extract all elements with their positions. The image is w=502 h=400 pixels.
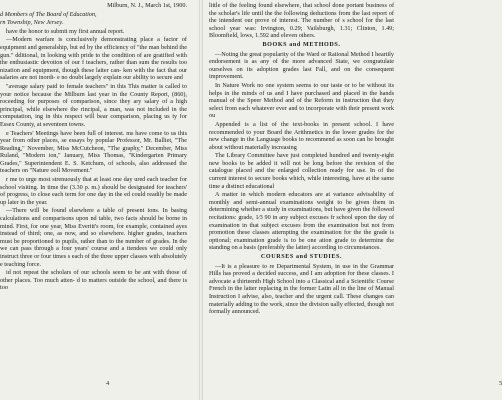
right-page xyxy=(203,0,502,400)
paragraph-nature-work: In Nature Work no one system seems to our taste or to be without its helps in the minds of us and I have purchased and placed in the hands manual of the Speer Method and of the Reform in instruction that they select from each whatever ever and to incorporate with their present work ou xyxy=(209,81,394,120)
salutation-line-2: rn Township, New Jersey. xyxy=(0,19,64,27)
heading-courses-studies: COURSES and STUDIES. xyxy=(260,254,343,260)
paragraph-school-visiting: r me to urge most strenuously that at least one day ured each teacher for school visiting. In time the (3.30 p. m.) should be designated for teachers' of progress, to close each term for one day in the ed could readily be made up later in the year. xyxy=(0,176,187,206)
heading-books-methods: BOOKS and METHODS. xyxy=(262,41,341,48)
paragraph-examinations: A matter in which modern educators are at variance advisability of monthly and semi-annual examinations weight to be given them in determining whether a study in examinations, but have given the followed recitations: grade, 1⁄3 90 in any subject excuses fr school upon the day of examination in that subject excuses from the examination but not from promotion these classes attempting the examination for the the grade is optional; examination grade is to be one ation grade to determine the standing on a basis (preferably the latter) according to circumstances. xyxy=(209,191,394,252)
paragraph-ward-method: —Noting the great popularity of the Ward or Rational Method I heartily endorsement is as any of the more advanced State, we congratulate ourselves on its adoption grades last Fall, and on the consequent improvement. xyxy=(209,50,394,81)
paragraph-text-books: Appended is a list of the text-books in present school. I have recommended to your Board the Arithmetics in the lower grades for the new change in the Language books to recommend as soon can be brought about without materially increasing xyxy=(209,120,394,151)
left-page-text xyxy=(0,2,187,292)
paragraph-scholars: id not repeat the scholars of our schools seem to be ant with those of other places. Too much atten- d to matters outside the school, and there is too xyxy=(0,269,187,292)
salutation-line-1: d Members of The Board of Education, xyxy=(0,10,97,18)
left-page xyxy=(0,0,199,400)
paragraph-teachers-meetings: e Teachers' Meetings have been full of interest. ms have come to us this year from other places, se essays by popular Professor, Mr. Balliet, "The Reading," November, Miss McCutcheon, "The graphy," December, Miss Ruland, "Modern ion," January, Miss Thomas, "Kindergarten Primary Grades," Superintendent E. S. Ketchum, of schools, also addressed the teachers on "Nature ooll Movement." xyxy=(0,129,187,175)
paragraph-departmental: —It is a pleasure to re Departmental System, in use in the Grammar Hills has proved a decided success, and I am adoption for these classes. I advocate a thirteenth High School into a Classical and a Scientific Course French in the latter replacing in the former Latin all in the line of Manual Instruction I advise, also, teacher and the urgent call. These changes can materially adding to the work, since the division ually effected, though not formally announced. xyxy=(209,262,394,316)
paragraph-table-present: —There will be found elsewhere a table of present ions. In basing calculations and comparisons upon nd table, two facts should be borne in mind. First, for one year, Miss Everitt's room, for example, contained ayes instead of third; one, as now, and so elsewhere. higher grades, teachers must be proportioned to pupils, rather than to the number of grades. In the we can pass through a four years' course and a ttendees we could only instruct three or four times s each of the three upper classes with absolutely e teaching force. xyxy=(0,207,187,268)
dateline: Milburn, N. J., March 1st, 1900. xyxy=(107,2,187,9)
paragraph-continued: little of the feeling found elsewhere, that school done portant business of the scholar's life until the the following deductions from the last report of the intendent our prove of interest. The number of s school for the last school year was: Irvington, 0.29; Vailsburgh, 1.31; Clinton, 1.49; Bloomfield, lows, 1.592 and eleven others. xyxy=(209,2,394,40)
paragraph-warfare: —Modern warfare is conclusively demonstrating place a factor of equipment and generalship, but ed by the efficiency of "the man behind the gun." dditional, in looking with pride to the condition of are gratified with the enthusiastic devotion of our f teachers, rather than sum the results too nization and equipment, though these latter can- ken with the fact that our salaries are not inordi- e no doubt largely explain our ability to secure and xyxy=(0,36,187,82)
paragraph-salary: "average salary paid to female teachers" in this This matter is called to your notice because the Milburn last year in the County Report, (860), roceeding for purposes of comparison, since they ary salary of a high principal, while elsewhere the rincipal, a man, was not included in the computation, ing in this respect will bear comparison, placing us ty for Essex County, at seventeen towns. xyxy=(0,82,187,128)
paragraph-honor: have the honor to submit my first annual report. xyxy=(6,27,125,35)
page-number-right: 5 xyxy=(499,380,502,388)
right-page-text xyxy=(209,2,394,316)
paragraph-library: The Library Committee have just completed hundred and twenty-eight new books to be added it will not be long before the revision of the catalogue placed and the enlarged collection ready for use. In of the current interest to secure books which, while interesting, have at the same time a distinct educational xyxy=(209,152,394,190)
page-number-left: 4 xyxy=(106,380,110,388)
